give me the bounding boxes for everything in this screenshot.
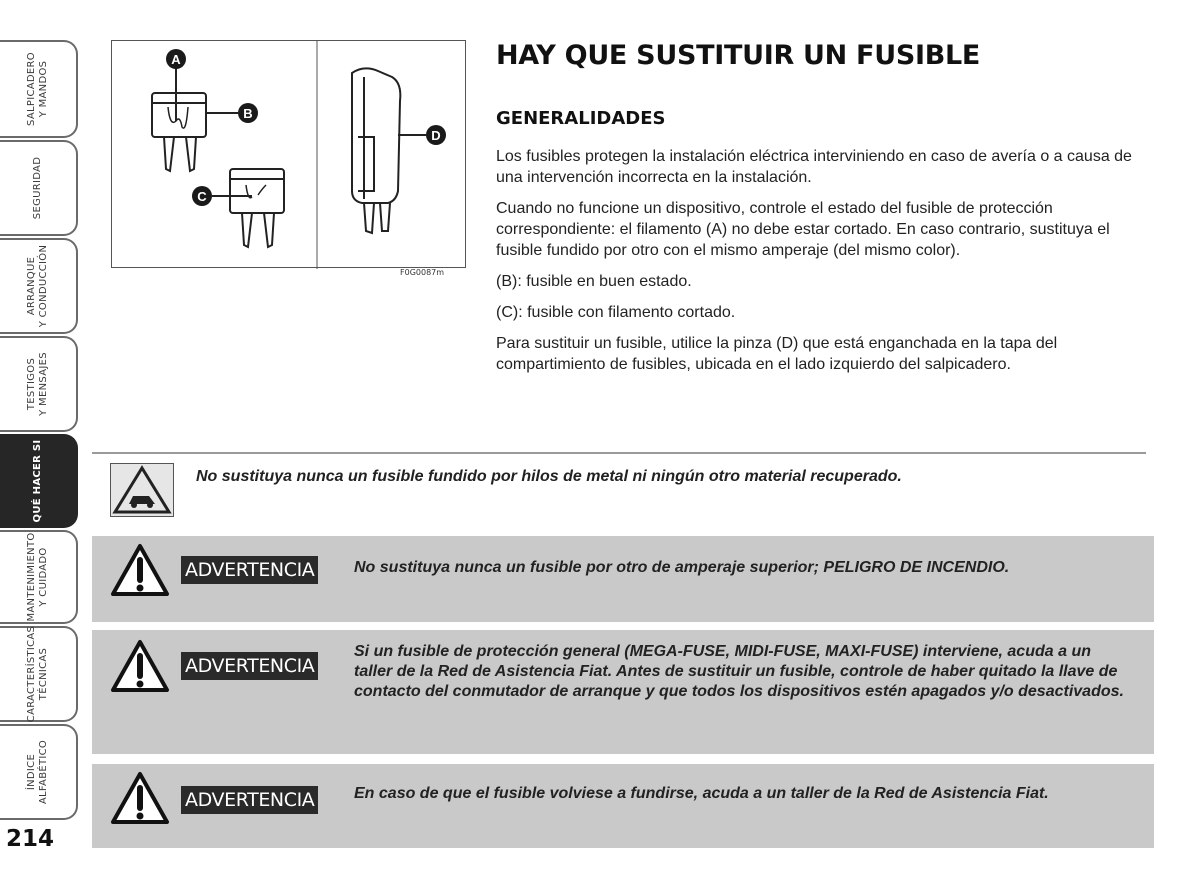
paragraph: Para sustituir un fusible, utilice la pinza (D) que está enganchada en la tapa del compartimiento de fusibles, ubicada en el lado izquierdo del salpicadero.	[496, 335, 1058, 373]
section-subtitle: GENERALIDADES	[496, 108, 666, 129]
tab-label: QUÉ HACER SI	[32, 439, 43, 523]
note-text: No sustituya nunca un fusible fundido por hilos de metal ni ningún otro material recuperado.	[196, 468, 902, 485]
paragraph: (B): fusible en buen estado.	[496, 273, 692, 290]
warning-label: ADVERTENCIA	[181, 556, 318, 584]
warning-text: No sustituya nunca un fusible por otro de amperaje superior; PELIGRO DE INCENDIO.	[354, 559, 1010, 576]
fuse-good-drawing	[152, 93, 206, 171]
tab-label: SEGURIDAD	[32, 156, 43, 220]
tab-caracteristicas[interactable]	[0, 626, 78, 722]
fuse-blown-drawing	[230, 169, 284, 247]
warning-text: Si un fusible de protección general (MEGA-FUSE, MIDI-FUSE, MAXI-FUSE) interviene, acuda a un taller de la Red de Asistencia Fiat. Antes de sustituir un fusible, controle de haber quitado la llave de contacto del conmutador de arranque y que todos los dispositivos estén apagados y/o desactivados.	[354, 643, 1124, 700]
fuse-puller-drawing	[352, 68, 400, 233]
warning-triangle-icon	[110, 770, 170, 826]
page-number: 214	[6, 826, 55, 852]
tab-que-hacer-si[interactable]	[0, 434, 78, 528]
tab-mantenimiento[interactable]	[0, 530, 78, 624]
figure-code: F0G0087m	[400, 268, 445, 277]
tab-testigos[interactable]	[0, 336, 78, 432]
warning-label: ADVERTENCIA	[181, 652, 318, 680]
tab-label: SALPICADERO Y MANDOS	[26, 52, 49, 126]
paragraph: Cuando no funcione un dispositivo, controle el estado del fusible de protección correspondiente: el filamento (A) no debe estar cortado. En caso contrario, sustituya el fusible fundido por otro con el mismo amperaje (del mismo color).	[496, 200, 1110, 259]
tab-seguridad[interactable]	[0, 140, 78, 236]
warning-label: ADVERTENCIA	[181, 786, 318, 814]
tab-label: MANTENIMIENTO Y CUIDADO	[26, 532, 49, 622]
divider	[92, 452, 1146, 454]
callout-a: A	[171, 52, 181, 67]
warning-triangle-icon	[110, 638, 170, 694]
page-title: HAY QUE SUSTITUIR UN FUSIBLE	[496, 40, 981, 71]
warning-box	[92, 536, 1154, 622]
tab-arranque[interactable]	[0, 238, 78, 334]
callout-d: D	[431, 128, 441, 143]
car-warning-icon	[110, 463, 174, 517]
paragraph: Los fusibles protegen la instalación eléctrica interviniendo en caso de avería o a causa de una intervención incorrecta en la instalación.	[496, 148, 1132, 186]
tab-indice[interactable]	[0, 724, 78, 820]
paragraph: (C): fusible con filamento cortado.	[496, 304, 736, 321]
fuse-illustration	[112, 41, 467, 269]
warning-text: En caso de que el fusible volviese a fundirse, acuda a un taller de la Red de Asistencia Fiat.	[354, 785, 1049, 802]
warning-box	[92, 630, 1154, 754]
tab-salpicadero[interactable]	[0, 40, 78, 138]
body-text	[496, 146, 1156, 385]
tab-label: ÍNDICE ALFABÉTICO	[26, 739, 49, 805]
warning-box	[92, 764, 1154, 848]
callout-b: B	[243, 106, 253, 121]
tab-label: ARRANQUE Y CONDUCCIÓN	[26, 244, 49, 328]
warning-triangle-icon	[110, 542, 170, 598]
tab-label: TESTIGOS Y MENSAJES	[26, 352, 49, 416]
callout-c: C	[197, 189, 207, 204]
fuse-figure	[111, 40, 466, 268]
tab-label: CARACTERÍSTICAS TÉCNICAS	[26, 625, 49, 723]
